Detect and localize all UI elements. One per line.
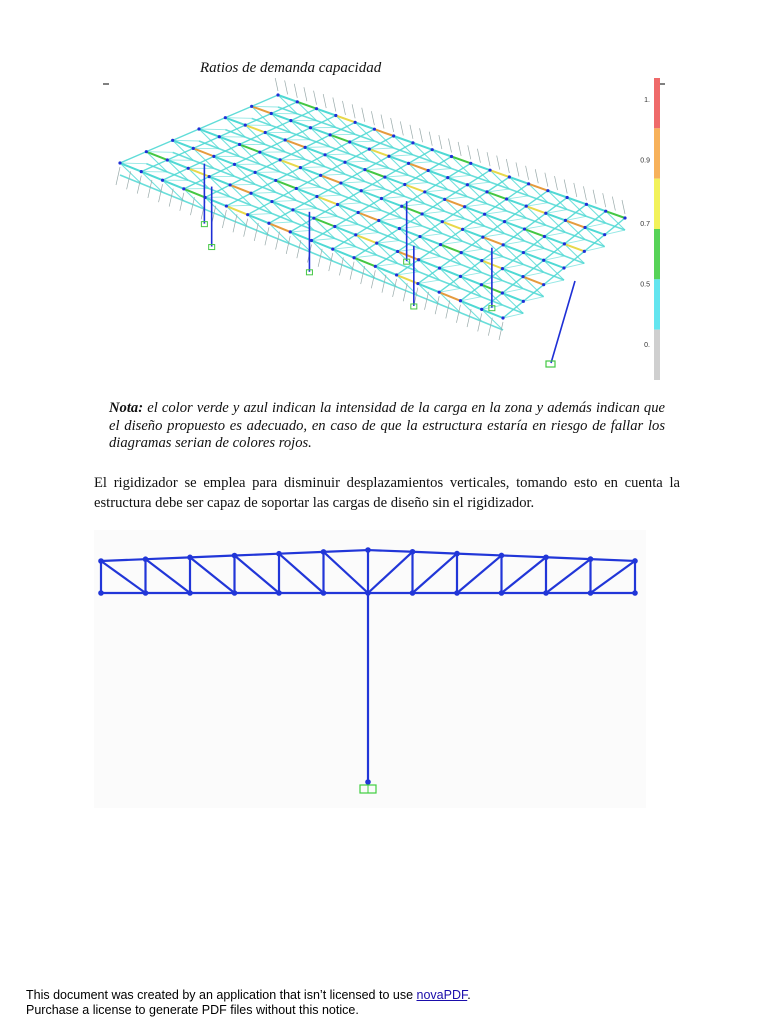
top-chord	[279, 552, 324, 554]
node	[503, 220, 506, 223]
license-notice-line2: Purchase a license to generate PDF files without this notice.	[26, 1002, 359, 1017]
node	[145, 150, 148, 153]
scale-segment	[654, 229, 660, 279]
node	[583, 226, 586, 229]
node	[309, 126, 312, 129]
node	[403, 183, 406, 186]
node	[98, 558, 104, 564]
node	[232, 553, 238, 559]
node	[321, 590, 327, 596]
node	[383, 175, 386, 178]
node	[161, 179, 164, 182]
node	[98, 590, 104, 596]
node	[274, 179, 277, 182]
node	[446, 176, 449, 179]
node	[543, 590, 549, 596]
note-label: Nota:	[109, 400, 144, 416]
node	[396, 250, 399, 253]
transverse-diagonal	[330, 134, 355, 135]
node	[395, 273, 398, 276]
transverse-diagonal	[280, 159, 305, 160]
diagonal-member	[546, 559, 591, 593]
node	[525, 205, 528, 208]
node	[187, 167, 190, 170]
diagonal-member	[235, 556, 280, 593]
node	[416, 282, 419, 285]
top-chord	[324, 550, 369, 552]
node	[374, 265, 377, 268]
node	[118, 161, 121, 164]
node	[212, 155, 215, 158]
transverse-diagonal	[255, 172, 280, 173]
node	[225, 204, 228, 207]
scale-tick-label: 0.	[644, 341, 650, 349]
node	[431, 148, 434, 151]
node	[270, 112, 273, 115]
node	[197, 127, 200, 130]
node	[502, 243, 505, 246]
node	[208, 175, 211, 178]
scale-segment	[654, 78, 660, 128]
node	[501, 267, 504, 270]
node	[238, 143, 241, 146]
node	[461, 228, 464, 231]
node	[527, 182, 530, 185]
top-chord	[190, 556, 235, 558]
node	[354, 121, 357, 124]
diagonal-member	[591, 561, 636, 593]
diagonal-member	[279, 554, 324, 593]
diagonal-member	[101, 561, 146, 593]
node	[310, 239, 313, 242]
node	[563, 242, 566, 245]
node	[392, 134, 395, 137]
node	[229, 183, 232, 186]
scale-tick-label: 0.7	[640, 220, 650, 228]
diagonal-member	[413, 554, 458, 593]
node	[304, 146, 307, 149]
node	[499, 553, 505, 559]
top-chord	[457, 554, 502, 556]
node	[443, 198, 446, 201]
node	[632, 590, 638, 596]
stiffener-paragraph: El rigidizador se emplea para disminuir desplazamientos verticales, tomando esto en cuenta la estructura debe ser capaz de soportar las cargas de diseño sin el rigidizador.	[94, 475, 680, 511]
node	[250, 105, 253, 108]
node	[407, 162, 410, 165]
node	[463, 205, 466, 208]
node	[192, 147, 195, 150]
node	[254, 171, 257, 174]
node	[331, 248, 334, 251]
license-notice-text: This document was created by an application that isn’t licensed to use	[26, 988, 417, 1002]
node	[329, 133, 332, 136]
node	[454, 551, 460, 557]
node	[233, 163, 236, 166]
node	[365, 547, 371, 553]
node	[276, 551, 282, 557]
node	[284, 138, 287, 141]
node	[315, 195, 318, 198]
node	[140, 170, 143, 173]
node	[480, 259, 483, 262]
node	[187, 555, 193, 561]
node	[438, 291, 441, 294]
node	[542, 283, 545, 286]
node	[249, 192, 252, 195]
top-chord	[368, 550, 413, 552]
node	[501, 316, 504, 319]
node	[279, 158, 282, 161]
node	[166, 158, 169, 161]
note-text: el color verde y azul indican la intensidad de la carga en la zona y además indican que el diseño propuesto es adecuado, en caso de que la estructura estaría en riesgo de fallar los diagramas serian de colores rojos.	[109, 400, 665, 451]
node	[339, 181, 342, 184]
node	[375, 242, 378, 245]
node	[423, 190, 426, 193]
scale-segment	[654, 330, 660, 380]
node	[343, 161, 346, 164]
node	[360, 189, 363, 192]
transverse-diagonal	[230, 184, 255, 185]
node	[410, 590, 416, 596]
node	[546, 189, 549, 192]
node	[480, 308, 483, 311]
node	[523, 227, 526, 230]
node	[171, 139, 174, 142]
node	[420, 212, 423, 215]
diagonal-member	[146, 559, 191, 593]
node	[522, 251, 525, 254]
node	[466, 183, 469, 186]
node	[508, 175, 511, 178]
node	[441, 220, 444, 223]
scale-segment	[654, 179, 660, 229]
demand-capacity-ratio-figure	[100, 78, 665, 383]
node	[460, 251, 463, 254]
node	[143, 590, 149, 596]
node	[623, 216, 626, 219]
node	[334, 114, 337, 117]
node	[380, 197, 383, 200]
node	[354, 233, 357, 236]
node	[321, 549, 327, 555]
node	[604, 210, 607, 213]
node	[562, 266, 565, 269]
node	[348, 140, 351, 143]
note-paragraph	[109, 400, 665, 453]
node	[373, 128, 376, 131]
truss-with-stiffener	[98, 547, 638, 793]
license-notice-period: .	[467, 988, 471, 1002]
scale-tick-label: 0.5	[640, 281, 650, 289]
node	[499, 590, 505, 596]
node	[411, 141, 414, 144]
node	[182, 187, 185, 190]
node	[352, 256, 355, 259]
node	[543, 235, 546, 238]
scale-tick-label: 0.9	[640, 157, 650, 165]
node	[450, 155, 453, 158]
node	[566, 196, 569, 199]
top-chord	[235, 554, 280, 556]
node	[246, 213, 249, 216]
node	[417, 258, 420, 261]
node	[276, 590, 282, 596]
node	[258, 151, 261, 154]
top-chord	[502, 555, 547, 557]
scale-tick-label: 1.	[644, 97, 650, 105]
node	[296, 100, 299, 103]
node	[454, 590, 460, 596]
node	[427, 169, 430, 172]
node	[333, 225, 336, 228]
top-chord	[146, 557, 191, 559]
node	[543, 554, 549, 560]
node	[505, 197, 508, 200]
node	[481, 236, 484, 239]
top-chord	[591, 559, 636, 561]
top-chord	[546, 557, 591, 559]
node	[267, 222, 270, 225]
scale-segment	[654, 279, 660, 329]
scale-segment	[654, 128, 660, 178]
node	[585, 203, 588, 206]
node	[232, 590, 238, 596]
node	[542, 259, 545, 262]
node	[588, 590, 594, 596]
node	[459, 299, 462, 302]
node	[244, 123, 247, 126]
node	[365, 779, 371, 785]
node	[400, 205, 403, 208]
node	[418, 235, 421, 238]
node	[564, 219, 567, 222]
node	[438, 266, 441, 269]
node	[291, 208, 294, 211]
node	[501, 291, 504, 294]
node	[522, 300, 525, 303]
diagonal-member	[190, 557, 235, 593]
truss-elevation-figure	[94, 530, 646, 808]
node	[480, 283, 483, 286]
node	[323, 153, 326, 156]
node	[398, 227, 401, 230]
top-chord	[101, 559, 146, 561]
node	[363, 168, 366, 171]
node	[588, 556, 594, 562]
node	[459, 275, 462, 278]
figure-1-caption: Ratios de demanda capacidad	[200, 60, 382, 76]
node	[187, 590, 193, 596]
transverse-diagonal	[305, 147, 330, 148]
diagonal-member	[457, 555, 502, 593]
node	[603, 233, 606, 236]
transverse-diagonal	[205, 197, 230, 198]
node	[439, 243, 442, 246]
node	[270, 200, 273, 203]
node	[218, 135, 221, 138]
node	[264, 131, 267, 134]
diagonal-member	[368, 552, 413, 593]
diagonal-member	[502, 557, 547, 593]
diagonal-member	[324, 552, 369, 593]
node	[143, 556, 149, 562]
license-notice	[26, 988, 471, 1017]
node	[336, 203, 339, 206]
node	[312, 217, 315, 220]
node	[315, 107, 318, 110]
top-chord	[413, 552, 458, 554]
node	[368, 148, 371, 151]
node	[544, 212, 547, 215]
novapdf-link[interactable]: novaPDF	[416, 988, 468, 1002]
node	[224, 116, 227, 119]
node	[387, 155, 390, 158]
node	[377, 219, 380, 222]
node	[276, 93, 279, 96]
node	[485, 190, 488, 193]
node	[319, 174, 322, 177]
node	[483, 213, 486, 216]
node	[295, 187, 298, 190]
node	[410, 549, 416, 555]
node	[289, 119, 292, 122]
node	[521, 275, 524, 278]
node	[583, 250, 586, 253]
node	[289, 230, 292, 233]
node	[488, 169, 491, 172]
node	[632, 558, 638, 564]
node	[469, 162, 472, 165]
node	[299, 166, 302, 169]
node	[357, 211, 360, 214]
